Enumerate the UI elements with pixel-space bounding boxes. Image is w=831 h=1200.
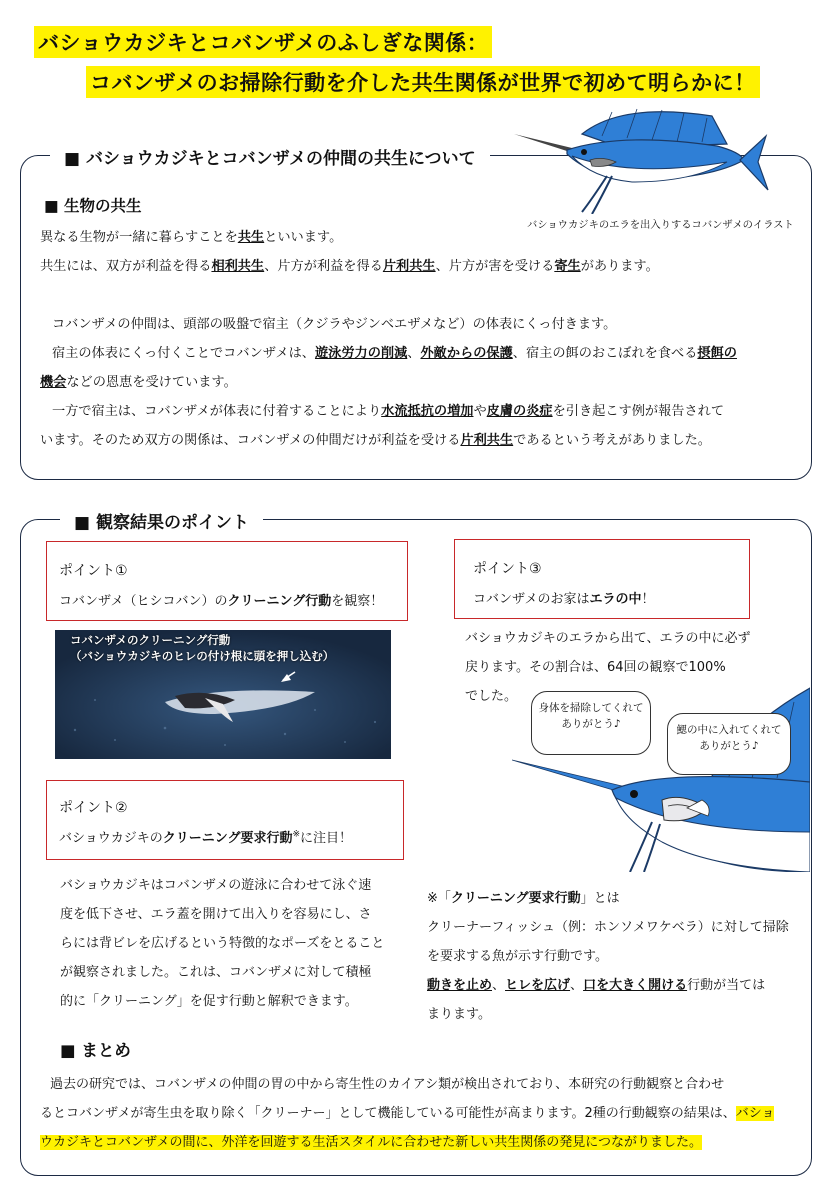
point1-body: コバンザメ（ヒシコバン）のクリーニング行動を観察！ — [59, 594, 384, 609]
point3-title: ポイント③ — [473, 561, 542, 577]
page-title-line2: コバンザメのお掃除行動を介した共生関係が世界で初めて明らかに！ — [86, 66, 760, 98]
symbiosis-subtitle: ■ 生物の共生 — [44, 197, 142, 215]
text-line: 機会などの恩恵を受けています。 — [40, 375, 237, 390]
point3-box — [454, 539, 750, 619]
point2-body: バショウカジキのクリーニング要求行動※に注目！ — [59, 829, 353, 846]
text-line: 一方で宿主は、コバンザメが体表に付着することにより水流抵抗の増加や皮膚の炎症を引き起こす例が報告されて — [52, 404, 725, 419]
point2-box — [46, 780, 404, 860]
text-line: コバンザメの仲間は、頭部の吸盤で宿主（クジラやジンベエザメなど）の体表にくっ付きます。 — [52, 317, 617, 332]
point1-box — [46, 541, 408, 621]
point2-title: ポイント② — [59, 800, 128, 816]
summary-title: ■ まとめ — [60, 1041, 131, 1060]
illustration-caption: バショウカジキのエラを出入りするコバンザメのイラスト — [527, 219, 794, 231]
speech-bubble-2: 鰓の中に入れてくれて ありがとう♪ — [667, 713, 791, 775]
point3-description: バショウカジキのエラから出て、エラの中に必ず 戻ります。その割合は、64回の観察で100% でした。 — [465, 631, 751, 704]
point1-title: ポイント① — [59, 563, 128, 579]
text-line: 宿主の体表にくっ付くことでコバンザメは、遊泳労力の削減、外敵からの保護、宿主の餌のおこぼれを食べる摂餌の — [52, 346, 737, 361]
text-line: 異なる生物が一緒に暮らすことを共生といいます。 — [40, 230, 343, 245]
text-line: 共生には、双方が利益を得る相利共生、片方が利益を得る片利共生、片方が害を受ける寄生があります。 — [40, 259, 659, 274]
section-symbiosis-title: ■ バショウカジキとコバンザメの仲間の共生について — [50, 144, 490, 169]
symbiosis-text — [40, 223, 800, 455]
sailfish-illustration — [512, 104, 772, 214]
section-results-title: ■ 観察結果のポイント — [60, 508, 263, 533]
photo-caption: コバンザメのクリーニング行動 （バショウカジキのヒレの付け根に頭を押し込む） — [70, 633, 335, 663]
point3-body: コバンザメのお家はエラの中！ — [473, 592, 655, 607]
cleaning-request-note: ※「クリーニング要求行動」とは クリーナーフィッシュ（例：ホンソメワケベラ）に対して掃除 を要求する魚が示す行動です。 動きを止め、ヒレを広げ、口を大きく開ける行動が当ては まります。 — [427, 891, 789, 1022]
speech-bubble-1: 身体を掃除してくれて ありがとう♪ — [531, 691, 651, 755]
page-title-line1: バショウカジキとコバンザメのふしぎな関係： — [34, 26, 492, 58]
summary-text: 過去の研究では、コバンザメの仲間の胃の中から寄生性のカイアシ類が検出されており、本研究の行動観察と合わせ るとコバンザメが寄生虫を取り除く「クリーナー」として機能している可能性が高まります。2種の行動観察の結果は、バショ ウカジキとコバンザメの間に、外洋を回遊する生活スタイルに合わせた新しい共生関係の発見につながりました。 — [40, 1077, 775, 1150]
point2-description: バショウカジキはコバンザメの遊泳に合わせて泳ぐ速 度を低下させ、エラ蓋を開けて出入りを容易にし、さ らには背ビレを広げるという特徴的なポーズをとること が観察されました。これは、コバンザメに対して積極 的に「クリーニング」を促す行動と解釈できます。 — [60, 878, 385, 1009]
text-line: います。そのため双方の関係は、コバンザメの仲間だけが利益を受ける片利共生であるという考えがありました。 — [40, 433, 711, 448]
